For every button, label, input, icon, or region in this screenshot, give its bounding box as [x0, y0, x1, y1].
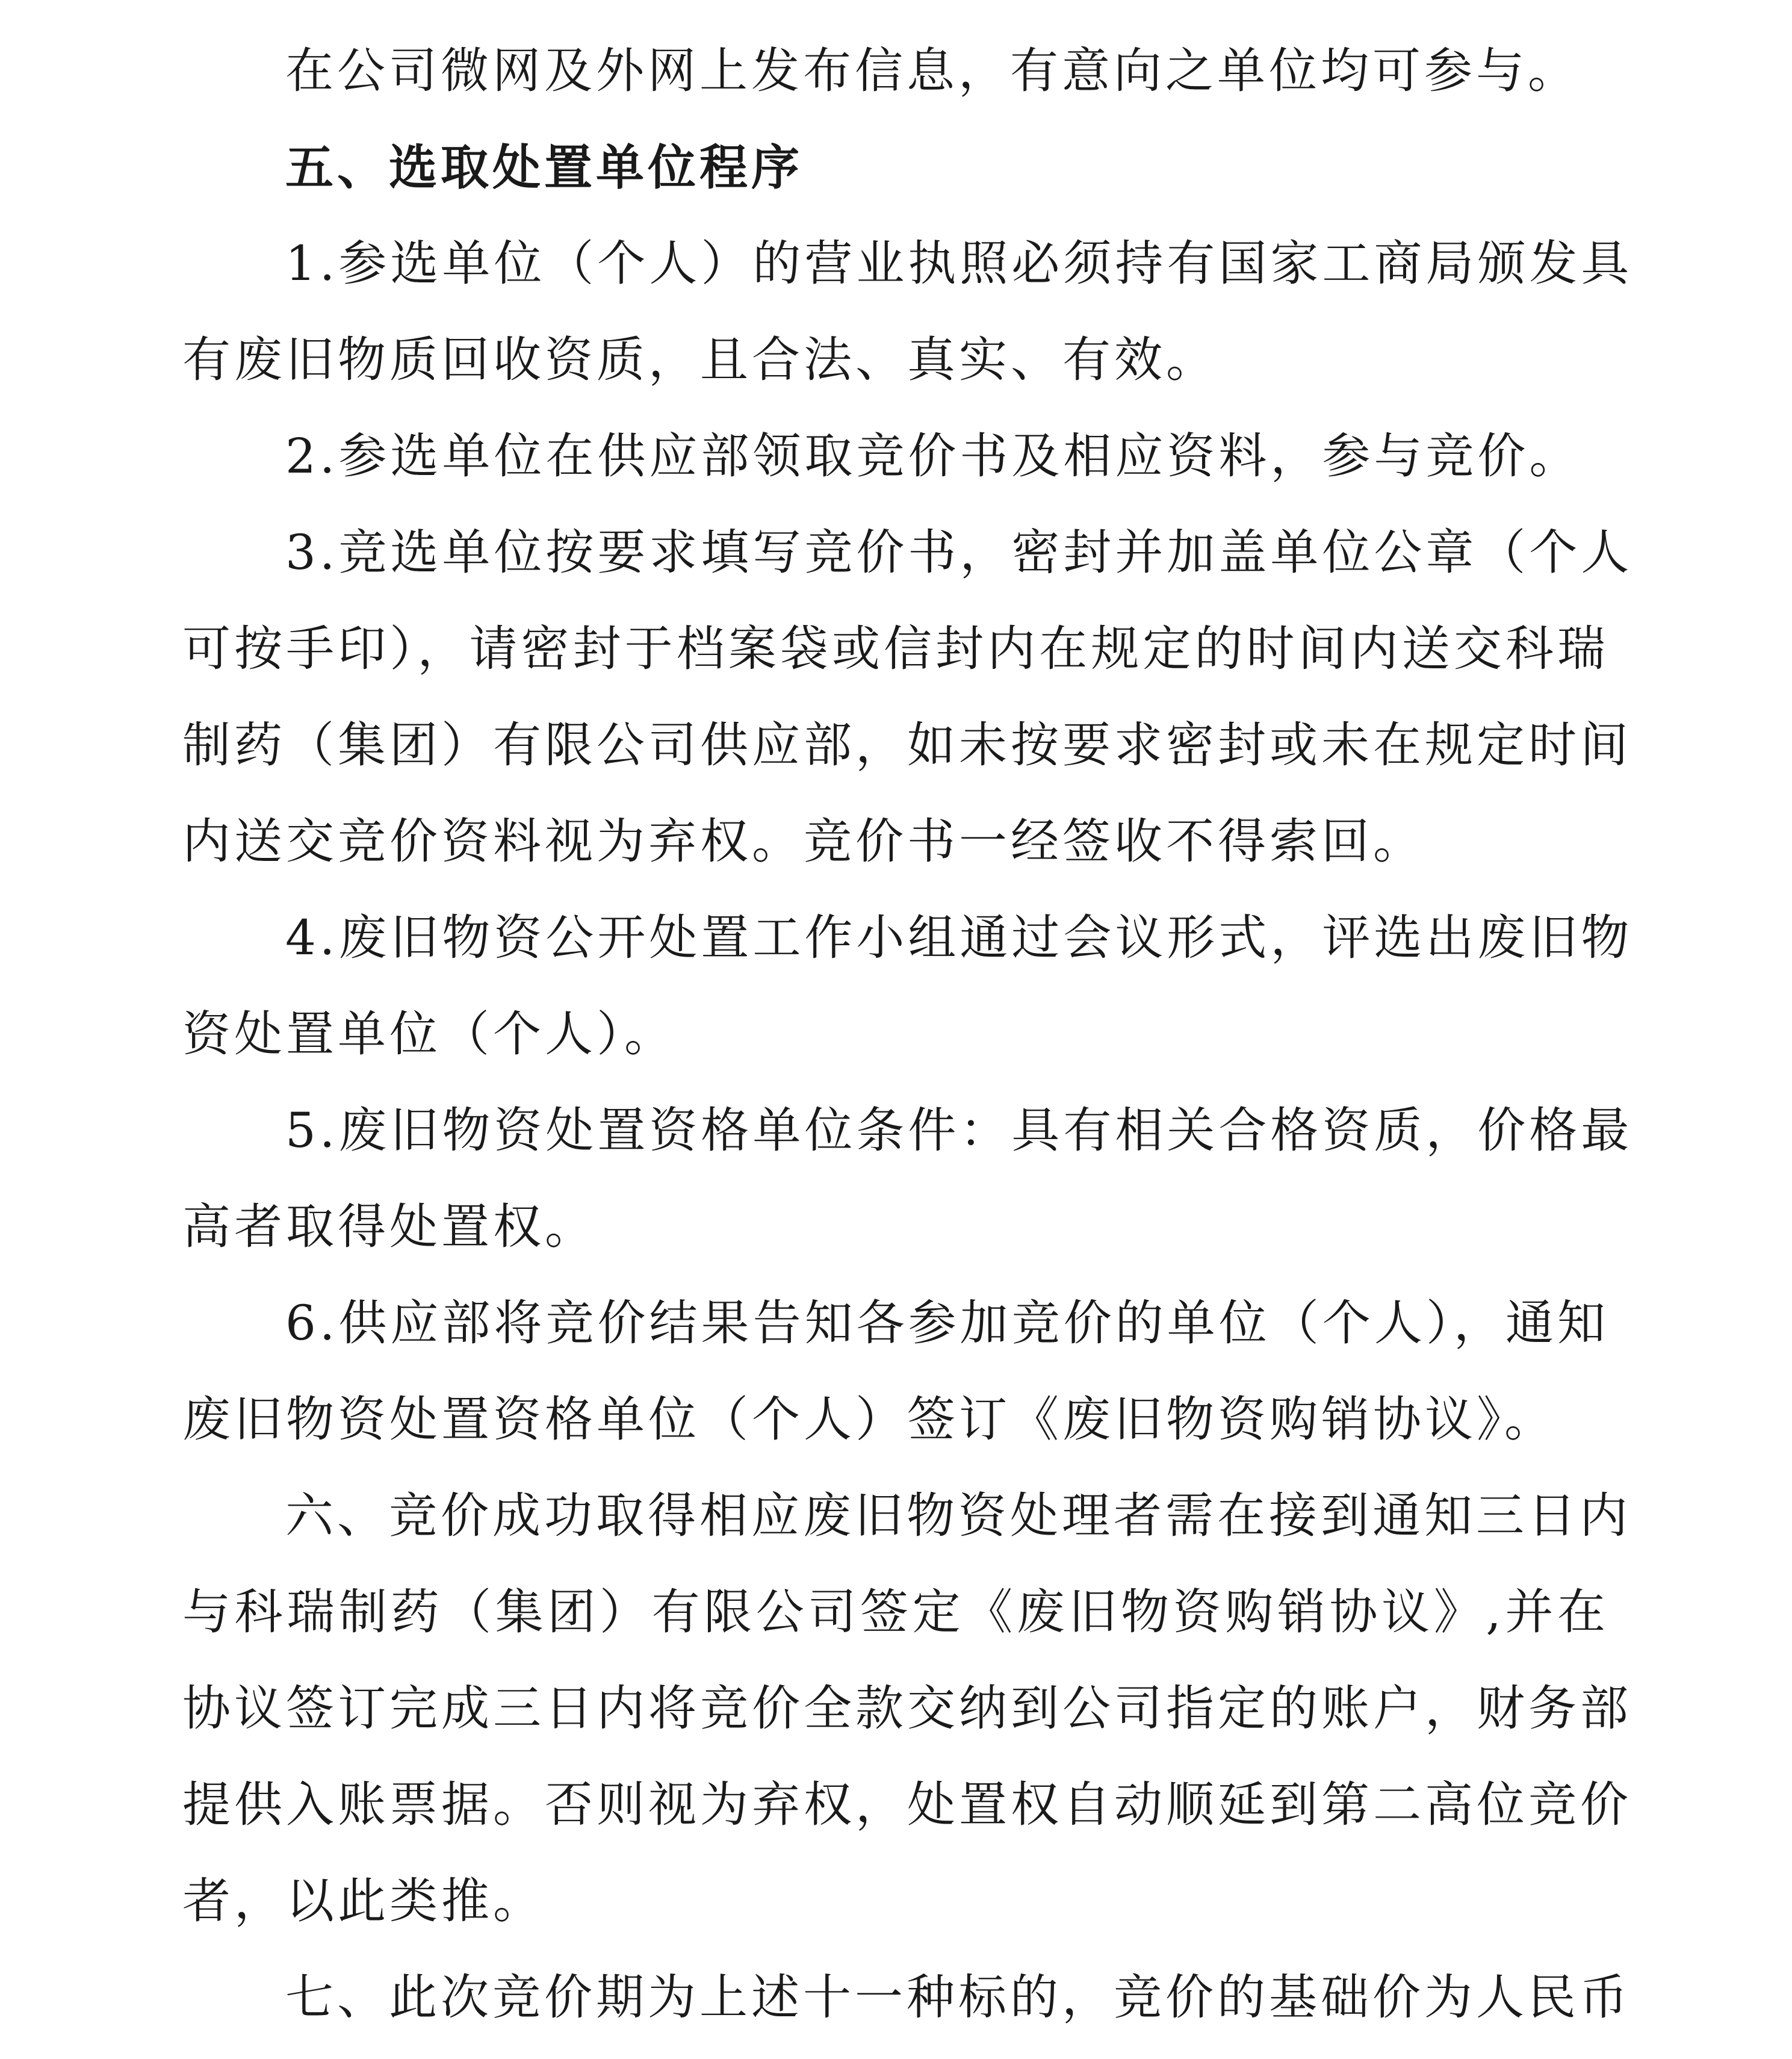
body-text-line: 提供入账票据。否则视为弃权，处置权自动顺延到第二高位竞价: [182, 1777, 1632, 1833]
body-text-line: 七、此次竞价期为上述十一种标的，竞价的基础价为人民币: [285, 1969, 1631, 2025]
body-text-line: 制药（集团）有限公司供应部，如未按要求密封或未在规定时间: [182, 717, 1632, 773]
body-text-line: 可按手印），请密封于档案袋或信封内在规定的时间内送交科瑞: [182, 621, 1609, 677]
body-text-line: 六、竞价成功取得相应废旧物资处理者需在接到通知三日内: [285, 1488, 1631, 1544]
body-text-line: 协议签订完成三日内将竞价全款交纳到公司指定的账户，财务部: [182, 1680, 1632, 1736]
body-text-line: 3.竞选单位按要求填写竞价书，密封并加盖单位公章（个人: [285, 524, 1633, 580]
body-text-line: 4.废旧物资公开处置工作小组通过会议形式，评选出废旧物: [285, 910, 1633, 966]
body-text-line: 6.供应部将竞价结果告知各参加竞价的单位（个人），通知: [285, 1295, 1609, 1351]
body-text-line: 在公司微网及外网上发布信息，有意向之单位均可参与。: [285, 43, 1580, 99]
body-text-line: 高者取得处置权。: [182, 1199, 597, 1255]
body-text-line: 者，以此类推。: [182, 1873, 545, 1929]
body-text-line: 5.废旧物资处置资格单位条件：具有相关合格资质，价格最: [285, 1102, 1633, 1158]
body-text-line: 废旧物资处置资格单位（个人）签订《废旧物资购销协议》。: [182, 1391, 1556, 1447]
body-text-line: 1.参选单位（个人）的营业执照必须持有国家工商局颁发具: [285, 235, 1633, 291]
body-text-line: 资处置单位（个人）。: [182, 1006, 676, 1062]
body-text-line: 与科瑞制药（集团）有限公司签定《废旧物资购销协议》,并在: [182, 1584, 1609, 1640]
body-text-line: 2.参选单位在供应部领取竞价书及相应资料，参与竞价。: [285, 428, 1581, 484]
section-heading: 五、选取处置单位程序: [285, 139, 803, 196]
body-text-line: 有废旧物质回收资质，且合法、真实、有效。: [182, 332, 1218, 388]
body-text-line: 内送交竞价资料视为弃权。竞价书一经签收不得索回。: [182, 813, 1425, 869]
